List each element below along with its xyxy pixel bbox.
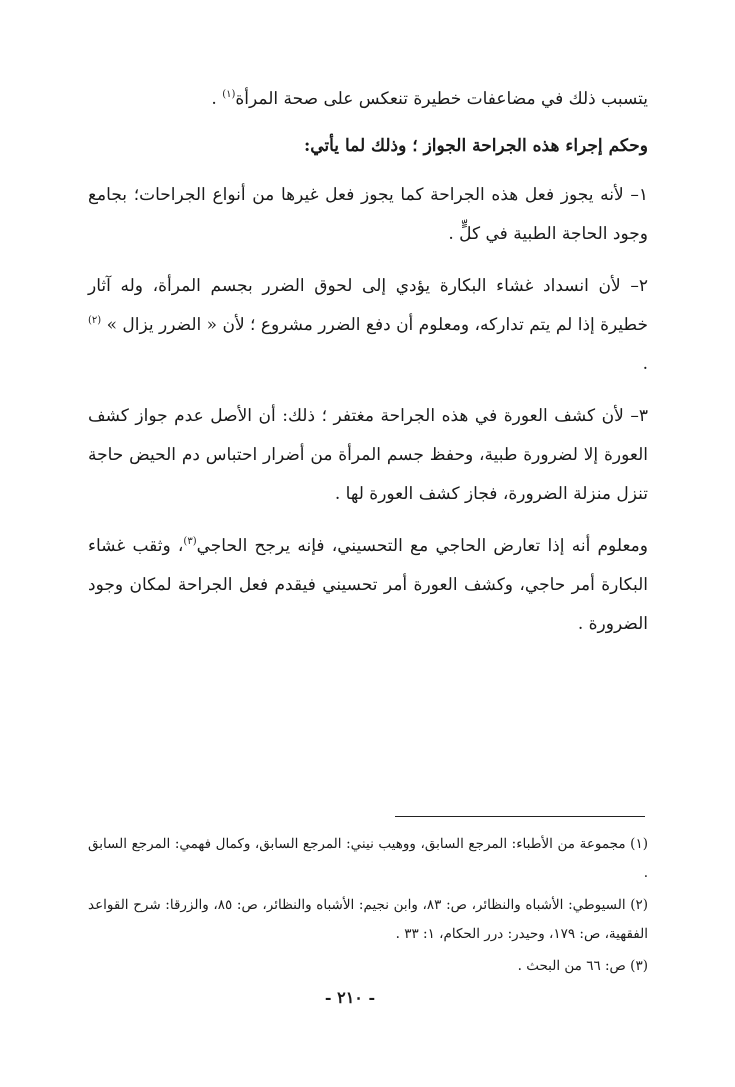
paragraph-conclusion-text-a: ومعلوم أنه إذا تعارض الحاجي مع التحسيني، فإنه يرجح الحاجي <box>196 536 648 556</box>
paragraph-reason-2 <box>88 267 648 384</box>
paragraph-reason-3: ٣– لأن كشف العورة في هذه الجراحة مغتفر ؛ ذلك: أن الأصل عدم جواز كشف العورة إلا لضرورة طبية، وحفظ جسم المرأة من أضرار احتباس دم الحيض حاجة تنزل منزلة الضرورة، فجاز كشف العورة لها . <box>88 406 648 504</box>
paragraph-intro <box>88 80 648 119</box>
paragraph-conclusion-text-b: ، وثقب غشاء البكارة أمر حاجي، وكشف العورة أمر تحسيني فيقدم فعل الجراحة لمكان وجود الضرورة . <box>88 536 648 634</box>
footnotes <box>88 830 648 984</box>
footnote-divider <box>395 816 645 817</box>
section-heading: وحكم إجراء هذه الجراحة الجواز ؛ وذلك لما يأتي: <box>303 136 648 156</box>
paragraph-intro-end: . <box>211 89 223 109</box>
paragraph-reason-2-text: ٢– لأن انسداد غشاء البكارة يؤدي إلى لحوق الضرر بجسم المرأة، وله آثار خطيرة إذا لم يتم تداركه، ومعلوم أن دفع الضرر مشروع ؛ لأن « الضرر يزال » <box>88 276 649 335</box>
paragraph-reason-2-end: . <box>642 354 648 374</box>
footnote-3: (٣) ص: ٦٦ من البحث . <box>517 958 648 974</box>
main-text <box>88 80 648 657</box>
footnote-1: (١) مجموعة من الأطباء: المرجع السابق، ووهيب نيني: المرجع السابق، وكمال فهمي: المرجع السابق . <box>88 836 648 881</box>
paragraph-conclusion <box>88 527 648 644</box>
paragraph-reason-1: ١– لأنه يجوز فعل هذه الجراحة كما يجوز فعل غيرها من أنواع الجراحات؛ بجامع وجود الحاجة الطبية في كلٍّ . <box>88 185 648 244</box>
paragraph-intro-text: يتسبب ذلك في مضاعفات خطيرة تنعكس على صحة المرأة <box>235 89 648 109</box>
footnote-2: (٢) السيوطي: الأشباه والنظائر، ص: ٨٣، وابن نجيم: الأشباه والنظائر، ص: ٨٥، والزرقا: شرح القواعد الفقهية، ص: ١٧٩، وحيدر: درر الحكام، ١: ٣٣ . <box>88 897 649 942</box>
footnote-ref-3: (٣) <box>183 536 197 547</box>
footnote-ref-2: (٢) <box>88 315 102 326</box>
page-number: - ٢١٠ - <box>324 988 376 1007</box>
footnote-ref-1: (١) <box>222 89 236 100</box>
